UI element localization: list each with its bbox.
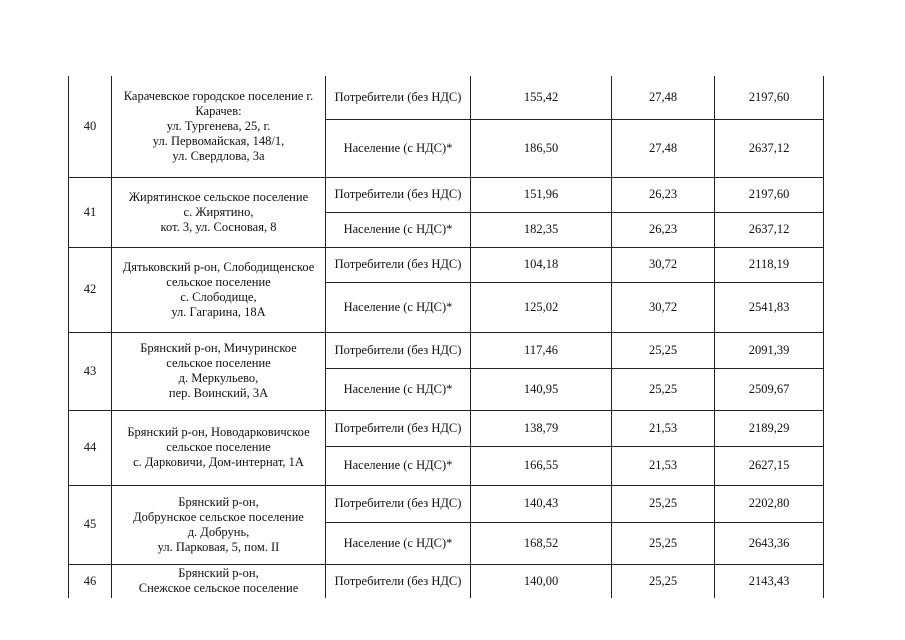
address-cell (112, 247, 326, 332)
consumer-type: Потребители (без НДС) (326, 410, 471, 446)
consumer-type: Потребители (без НДС) (326, 247, 471, 282)
table-row (69, 564, 824, 598)
tariff-value-3: 2637,12 (715, 212, 824, 247)
address-line: Брянский р-он, Новодарковичское (127, 425, 310, 439)
table-row (69, 410, 824, 446)
tariff-value-2: 25,25 (612, 522, 715, 564)
table-row (69, 76, 824, 119)
address-line: Брянский р-он, (178, 566, 259, 581)
tariff-value-3: 2643,36 (715, 522, 824, 564)
tariff-value-1: 182,35 (471, 212, 612, 247)
address-line: Снежское сельское поселение (138, 581, 299, 596)
address-line: ул. Свердлова, 3а (172, 148, 265, 163)
tariff-value-3: 2197,60 (715, 177, 824, 212)
tariff-value-3: 2202,80 (715, 485, 824, 522)
address-line: Добрунское сельское поселение (133, 509, 304, 524)
consumer-type: Потребители (без НДС) (326, 76, 471, 119)
address-cell (112, 76, 326, 177)
tariff-value-1: 166,55 (471, 446, 612, 485)
address-line: Жирятинское сельское поселение (128, 189, 309, 204)
tariff-value-1: 125,02 (471, 282, 612, 332)
address-line: сельское поселение (166, 356, 271, 370)
address-line: д. Меркульево, (178, 371, 259, 385)
row-number: 43 (69, 332, 112, 410)
address-line: Дятьковский р-он, Слободищенское (122, 259, 315, 274)
address-line: ул. Парковая, 5, пом. II (157, 539, 280, 554)
row-number: 45 (69, 485, 112, 564)
row-number: 40 (69, 76, 112, 177)
address-line: ул. Гагарина, 18А (171, 304, 266, 319)
tariff-value-2: 25,25 (612, 485, 715, 522)
tariff-value-3: 2637,12 (715, 119, 824, 177)
tariff-value-1: 168,52 (471, 522, 612, 564)
address-line: сельское поселение (166, 274, 271, 289)
consumer-type: Население (с НДС)* (326, 119, 471, 177)
consumer-type: Потребители (без НДС) (326, 485, 471, 522)
tariff-value-3: 2143,43 (715, 564, 824, 598)
row-number: 42 (69, 247, 112, 332)
tariff-value-1: 186,50 (471, 119, 612, 177)
row-number: 41 (69, 177, 112, 247)
address-line: ул. Тургенева, 25, г. (166, 118, 271, 133)
tariff-value-1: 140,00 (471, 564, 612, 598)
tariff-value-2: 30,72 (612, 247, 715, 282)
consumer-type: Потребители (без НДС) (326, 564, 471, 598)
tariff-value-1: 104,18 (471, 247, 612, 282)
consumer-type: Население (с НДС)* (326, 446, 471, 485)
consumer-type: Потребители (без НДС) (326, 177, 471, 212)
tariff-value-3: 2189,29 (715, 410, 824, 446)
consumer-type: Население (с НДС)* (326, 282, 471, 332)
tariff-value-1: 140,43 (471, 485, 612, 522)
address-line: с. Слободище, (180, 289, 257, 304)
address-cell (112, 485, 326, 564)
tariff-value-3: 2091,39 (715, 332, 824, 368)
table-row (69, 485, 824, 522)
tariff-value-3: 2541,83 (715, 282, 824, 332)
address-line: с. Жирятино, (183, 204, 254, 219)
row-number: 44 (69, 410, 112, 485)
address-line: с. Дарковичи, Дом-интернат, 1А (133, 455, 304, 469)
tariff-value-2: 25,25 (612, 368, 715, 410)
address-line: сельское поселение (166, 440, 271, 454)
table-row (69, 332, 824, 368)
tariff-value-1: 151,96 (471, 177, 612, 212)
tariff-value-3: 2197,60 (715, 76, 824, 119)
tariff-value-2: 30,72 (612, 282, 715, 332)
address-line: Карачев: (195, 103, 242, 118)
tariff-value-2: 25,25 (612, 332, 715, 368)
address-line: Брянский р-он, (178, 494, 259, 509)
tariff-value-2: 27,48 (612, 119, 715, 177)
row-number: 46 (69, 564, 112, 598)
address-line: пер. Воинский, 3А (168, 386, 269, 400)
consumer-type: Население (с НДС)* (326, 368, 471, 410)
address-line: Карачевское городское поселение г. (123, 88, 314, 103)
consumer-type: Население (с НДС)* (326, 212, 471, 247)
tariff-value-2: 21,53 (612, 410, 715, 446)
address-cell (112, 410, 326, 485)
consumer-type: Население (с НДС)* (326, 522, 471, 564)
table-row (69, 247, 824, 282)
tariff-value-3: 2118,19 (715, 247, 824, 282)
address-cell (112, 177, 326, 247)
tariff-value-2: 26,23 (612, 212, 715, 247)
tariff-value-2: 26,23 (612, 177, 715, 212)
address-line: д. Добрунь, (187, 524, 250, 539)
tariff-value-3: 2627,15 (715, 446, 824, 485)
address-cell (112, 332, 326, 410)
address-cell (112, 564, 326, 598)
consumer-type: Потребители (без НДС) (326, 332, 471, 368)
tariff-value-1: 117,46 (471, 332, 612, 368)
tariff-value-2: 25,25 (612, 564, 715, 598)
tariff-value-3: 2509,67 (715, 368, 824, 410)
tariff-table (68, 76, 824, 598)
tariff-value-1: 138,79 (471, 410, 612, 446)
address-line: кот. 3, ул. Сосновая, 8 (160, 219, 277, 234)
address-line: ул. Первомайская, 148/1, (152, 133, 285, 148)
tariff-value-1: 155,42 (471, 76, 612, 119)
table-row (69, 177, 824, 212)
tariff-value-2: 27,48 (612, 76, 715, 119)
tariff-value-1: 140,95 (471, 368, 612, 410)
address-line: Брянский р-он, Мичуринское (140, 341, 297, 355)
tariff-value-2: 21,53 (612, 446, 715, 485)
